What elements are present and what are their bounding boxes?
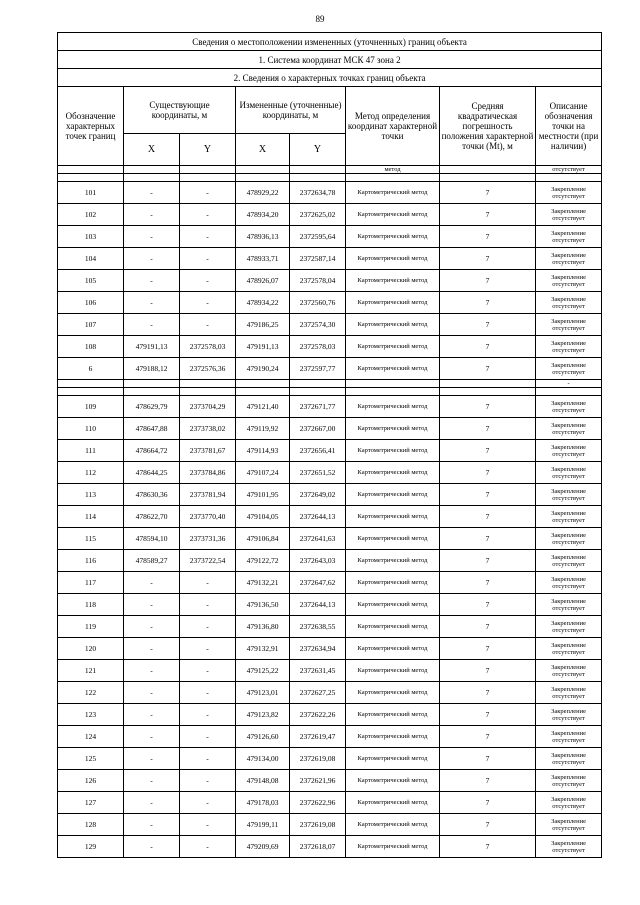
existing-x: - [124, 182, 180, 204]
separator-row [58, 380, 602, 388]
method: Картометрический метод [346, 792, 440, 814]
changed-x: 479125,22 [236, 660, 290, 682]
precision: 7 [440, 748, 536, 770]
description: Закрепление отсутствует [536, 748, 602, 770]
changed-y: 2372638,55 [290, 616, 346, 638]
changed-x: 479123,82 [236, 704, 290, 726]
existing-x: 478647,88 [124, 418, 180, 440]
table-row [58, 182, 602, 204]
point-id: 115 [58, 528, 124, 550]
method: Картометрический метод [346, 418, 440, 440]
changed-x: 479186,25 [236, 314, 290, 336]
existing-y: - [180, 292, 236, 314]
changed-y: 2372625,02 [290, 204, 346, 226]
point-id: 127 [58, 792, 124, 814]
existing-y: - [180, 638, 236, 660]
precision: 7 [440, 792, 536, 814]
existing-x: - [124, 704, 180, 726]
changed-x: 479107,24 [236, 462, 290, 484]
changed-y: 2372622,26 [290, 704, 346, 726]
changed-x: 479123,01 [236, 682, 290, 704]
point-id: 6 [58, 358, 124, 380]
precision: 7 [440, 314, 536, 336]
description: Закрепление отсутствует [536, 836, 602, 858]
point-id: 108 [58, 336, 124, 358]
precision: 7 [440, 638, 536, 660]
precision: 7 [440, 770, 536, 792]
changed-x: 479209,69 [236, 836, 290, 858]
method: Картометрический метод [346, 682, 440, 704]
description: Закрепление отсутствует [536, 792, 602, 814]
method: Картометрический метод [346, 226, 440, 248]
description: Закрепление отсутствует [536, 814, 602, 836]
precision: 7 [440, 358, 536, 380]
method: Картометрический метод [346, 358, 440, 380]
point-id: 106 [58, 292, 124, 314]
description: Закрепление отсутствует [536, 440, 602, 462]
changed-x: 479191,13 [236, 336, 290, 358]
point-id: 125 [58, 748, 124, 770]
col-existing-x: X [124, 134, 180, 166]
method: Картометрический метод [346, 704, 440, 726]
point-id: 114 [58, 506, 124, 528]
existing-y: - [180, 682, 236, 704]
existing-x: - [124, 836, 180, 858]
existing-y: - [180, 792, 236, 814]
point-id: 104 [58, 248, 124, 270]
existing-x: 478629,79 [124, 396, 180, 418]
method: Картометрический метод [346, 182, 440, 204]
point-id: 112 [58, 462, 124, 484]
point-id: 111 [58, 440, 124, 462]
precision: 7 [440, 248, 536, 270]
existing-x: - [124, 270, 180, 292]
changed-x: 479132,91 [236, 638, 290, 660]
changed-x: 479148,08 [236, 770, 290, 792]
precision: 7 [440, 528, 536, 550]
precision: 7 [440, 204, 536, 226]
table-row [58, 638, 602, 660]
existing-x: - [124, 204, 180, 226]
col-existing-y: Y [180, 134, 236, 166]
method: Картометрический метод [346, 836, 440, 858]
changed-x: 479136,50 [236, 594, 290, 616]
method: Картометрический метод [346, 484, 440, 506]
method-fragment: метод [346, 166, 440, 174]
existing-y: - [180, 248, 236, 270]
existing-y: 2373781,94 [180, 484, 236, 506]
existing-x: - [124, 638, 180, 660]
method: Картометрический метод [346, 814, 440, 836]
existing-y: - [180, 660, 236, 682]
table-row [58, 484, 602, 506]
existing-y: - [180, 616, 236, 638]
col-changed: Измененные (уточненные) координаты, м [236, 87, 346, 134]
changed-y: 2372618,07 [290, 836, 346, 858]
point-id: 110 [58, 418, 124, 440]
point-id: 119 [58, 616, 124, 638]
point-id: 129 [58, 836, 124, 858]
point-id: 126 [58, 770, 124, 792]
description: Закрепление отсутствует [536, 770, 602, 792]
changed-x: 479199,11 [236, 814, 290, 836]
changed-x: 479190,24 [236, 358, 290, 380]
method: Картометрический метод [346, 462, 440, 484]
existing-x: - [124, 792, 180, 814]
existing-y: 2373781,67 [180, 440, 236, 462]
table-row [58, 336, 602, 358]
existing-y: - [180, 572, 236, 594]
existing-x: - [124, 660, 180, 682]
existing-y: - [180, 748, 236, 770]
description: Закрепление отсутствует [536, 248, 602, 270]
changed-y: 2372634,94 [290, 638, 346, 660]
description-fragment: отсутствует [536, 166, 602, 174]
method: Картометрический метод [346, 336, 440, 358]
changed-x: 479178,03 [236, 792, 290, 814]
changed-y: 2372667,00 [290, 418, 346, 440]
col-description: Описание обозначения точки на местности (при наличии) [536, 87, 602, 166]
existing-y: 2372578,03 [180, 336, 236, 358]
table-row [58, 396, 602, 418]
existing-x: - [124, 770, 180, 792]
point-id: 124 [58, 726, 124, 748]
existing-x: - [124, 292, 180, 314]
description: Закрепление отсутствует [536, 660, 602, 682]
existing-y: 2373738,02 [180, 418, 236, 440]
precision: 7 [440, 396, 536, 418]
existing-y: - [180, 314, 236, 336]
changed-y: 2372643,03 [290, 550, 346, 572]
precision: 7 [440, 682, 536, 704]
changed-x: 479134,00 [236, 748, 290, 770]
col-changed-y: Y [290, 134, 346, 166]
changed-y: 2372578,03 [290, 336, 346, 358]
existing-x: 478664,72 [124, 440, 180, 462]
table-row [58, 528, 602, 550]
existing-x: 478589,27 [124, 550, 180, 572]
method: Картометрический метод [346, 204, 440, 226]
changed-y: 2372671,77 [290, 396, 346, 418]
point-id: 105 [58, 270, 124, 292]
precision: 7 [440, 660, 536, 682]
table-row [58, 792, 602, 814]
existing-x: - [124, 814, 180, 836]
description: Закрепление отсутствует [536, 682, 602, 704]
existing-x: - [124, 748, 180, 770]
description: Закрепление отсутствует [536, 704, 602, 726]
method: Картометрический метод [346, 440, 440, 462]
section-title: 2. Сведения о характерных точках границ объекта [58, 69, 602, 87]
changed-x: 478934,20 [236, 204, 290, 226]
changed-y: 2372595,64 [290, 226, 346, 248]
point-id: 116 [58, 550, 124, 572]
table-title: Сведения о местоположении измененных (уточненных) границ объекта [58, 33, 602, 51]
table-row [58, 814, 602, 836]
changed-y: 2372634,78 [290, 182, 346, 204]
description: Закрепление отсутствует [536, 336, 602, 358]
method: Картометрический метод [346, 292, 440, 314]
method: Картометрический метод [346, 572, 440, 594]
description: Закрепление отсутствует [536, 594, 602, 616]
point-id: 118 [58, 594, 124, 616]
changed-x: 479136,80 [236, 616, 290, 638]
existing-y: 2373784,86 [180, 462, 236, 484]
existing-y: 2373704,29 [180, 396, 236, 418]
existing-y: - [180, 594, 236, 616]
method: Картометрический метод [346, 594, 440, 616]
continuation-row [58, 166, 602, 174]
method: Картометрический метод [346, 248, 440, 270]
existing-x: - [124, 572, 180, 594]
col-method: Метод определения координат характерной точки [346, 87, 440, 166]
col-precision: Средняя квадратическая погрешность положения характерной точки (Mt), м [440, 87, 536, 166]
point-id: 128 [58, 814, 124, 836]
existing-y: - [180, 226, 236, 248]
description: Закрепление отсутствует [536, 314, 602, 336]
changed-x: 479121,40 [236, 396, 290, 418]
changed-y: 2372574,30 [290, 314, 346, 336]
table-row [58, 270, 602, 292]
changed-y: 2372597,77 [290, 358, 346, 380]
separator-description: - [536, 380, 602, 388]
table-row [58, 836, 602, 858]
changed-y: 2372619,08 [290, 748, 346, 770]
existing-x: - [124, 682, 180, 704]
method: Картометрический метод [346, 528, 440, 550]
point-id: 120 [58, 638, 124, 660]
changed-x: 479101,95 [236, 484, 290, 506]
existing-x: 478630,36 [124, 484, 180, 506]
changed-x: 479126,60 [236, 726, 290, 748]
coordinates-table [57, 32, 602, 858]
description: Закрепление отсутствует [536, 616, 602, 638]
existing-x: - [124, 616, 180, 638]
changed-y: 2372644,13 [290, 506, 346, 528]
existing-x: 479188,12 [124, 358, 180, 380]
existing-y: - [180, 270, 236, 292]
method: Картометрический метод [346, 748, 440, 770]
method: Картометрический метод [346, 770, 440, 792]
precision: 7 [440, 572, 536, 594]
description: Закрепление отсутствует [536, 270, 602, 292]
table-row [58, 248, 602, 270]
existing-x: 479191,13 [124, 336, 180, 358]
precision: 7 [440, 270, 536, 292]
precision: 7 [440, 506, 536, 528]
precision: 7 [440, 550, 536, 572]
precision: 7 [440, 292, 536, 314]
description: Закрепление отсутствует [536, 418, 602, 440]
table-row [58, 770, 602, 792]
existing-y: 2372576,36 [180, 358, 236, 380]
description: Закрепление отсутствует [536, 182, 602, 204]
changed-x: 479106,84 [236, 528, 290, 550]
table-row [58, 704, 602, 726]
table-row [58, 462, 602, 484]
description: Закрепление отсутствует [536, 462, 602, 484]
existing-y: - [180, 182, 236, 204]
changed-y: 2372647,62 [290, 572, 346, 594]
table-row [58, 550, 602, 572]
point-id: 107 [58, 314, 124, 336]
description: Закрепление отсутствует [536, 204, 602, 226]
changed-x: 478934,22 [236, 292, 290, 314]
table-row [58, 726, 602, 748]
changed-y: 2372649,02 [290, 484, 346, 506]
existing-y: - [180, 770, 236, 792]
table-row [58, 358, 602, 380]
method: Картометрический метод [346, 550, 440, 572]
changed-x: 478929,22 [236, 182, 290, 204]
changed-x: 479119,92 [236, 418, 290, 440]
table-row [58, 748, 602, 770]
changed-y: 2372644,13 [290, 594, 346, 616]
method: Картометрический метод [346, 726, 440, 748]
method: Картометрический метод [346, 314, 440, 336]
method: Картометрический метод [346, 396, 440, 418]
table-row [58, 292, 602, 314]
description: Закрепление отсутствует [536, 572, 602, 594]
description: Закрепление отсутствует [536, 506, 602, 528]
point-id: 117 [58, 572, 124, 594]
existing-x: - [124, 594, 180, 616]
changed-x: 479122,72 [236, 550, 290, 572]
existing-y: 2373770,40 [180, 506, 236, 528]
method: Картометрический метод [346, 270, 440, 292]
existing-y: - [180, 726, 236, 748]
coordinate-system: 1. Система координат МСК 47 зона 2 [58, 51, 602, 69]
changed-y: 2372578,04 [290, 270, 346, 292]
description: Закрепление отсутствует [536, 484, 602, 506]
changed-y: 2372631,45 [290, 660, 346, 682]
col-point: Обозначение характерных точек границ [58, 87, 124, 166]
precision: 7 [440, 704, 536, 726]
existing-y: - [180, 836, 236, 858]
table-row [58, 660, 602, 682]
description: Закрепление отсутствует [536, 358, 602, 380]
changed-y: 2372651,52 [290, 462, 346, 484]
changed-y: 2372587,14 [290, 248, 346, 270]
existing-x: - [124, 248, 180, 270]
description: Закрепление отсутствует [536, 528, 602, 550]
table-row [58, 314, 602, 336]
method: Картометрический метод [346, 638, 440, 660]
table-row [58, 594, 602, 616]
precision: 7 [440, 418, 536, 440]
existing-y: - [180, 814, 236, 836]
method: Картометрический метод [346, 660, 440, 682]
existing-y: 2373722,54 [180, 550, 236, 572]
point-id: 109 [58, 396, 124, 418]
point-id: 101 [58, 182, 124, 204]
existing-y: - [180, 204, 236, 226]
changed-y: 2372619,08 [290, 814, 346, 836]
precision: 7 [440, 484, 536, 506]
changed-y: 2372622,96 [290, 792, 346, 814]
changed-y: 2372619,47 [290, 726, 346, 748]
table-row [58, 204, 602, 226]
existing-x: 478594,10 [124, 528, 180, 550]
changed-y: 2372641,63 [290, 528, 346, 550]
point-id: 121 [58, 660, 124, 682]
description: Закрепление отсутствует [536, 726, 602, 748]
existing-x: - [124, 314, 180, 336]
description: Закрепление отсутствует [536, 292, 602, 314]
existing-y: - [180, 704, 236, 726]
existing-x: - [124, 726, 180, 748]
spacer-row [58, 174, 602, 182]
changed-x: 478926,07 [236, 270, 290, 292]
point-id: 123 [58, 704, 124, 726]
precision: 7 [440, 336, 536, 358]
description: Закрепление отсутствует [536, 396, 602, 418]
point-id: 122 [58, 682, 124, 704]
method: Картометрический метод [346, 616, 440, 638]
spacer-row [58, 388, 602, 396]
table-row [58, 682, 602, 704]
table-row [58, 226, 602, 248]
table-row [58, 440, 602, 462]
precision: 7 [440, 616, 536, 638]
existing-x: 478644,25 [124, 462, 180, 484]
method: Картометрический метод [346, 506, 440, 528]
precision: 7 [440, 226, 536, 248]
point-id: 102 [58, 204, 124, 226]
existing-x: - [124, 226, 180, 248]
table-row [58, 616, 602, 638]
precision: 7 [440, 726, 536, 748]
precision: 7 [440, 440, 536, 462]
page-number: 89 [315, 14, 325, 24]
existing-x: 478622,70 [124, 506, 180, 528]
table-row [58, 506, 602, 528]
precision: 7 [440, 814, 536, 836]
precision: 7 [440, 462, 536, 484]
table-row [58, 418, 602, 440]
changed-x: 479104,05 [236, 506, 290, 528]
changed-y: 2372621,96 [290, 770, 346, 792]
changed-x: 479114,93 [236, 440, 290, 462]
precision: 7 [440, 182, 536, 204]
changed-x: 479132,21 [236, 572, 290, 594]
col-existing: Существующие координаты, м [124, 87, 236, 134]
col-changed-x: X [236, 134, 290, 166]
precision: 7 [440, 594, 536, 616]
changed-y: 2372656,41 [290, 440, 346, 462]
table-row [58, 572, 602, 594]
changed-x: 478936,13 [236, 226, 290, 248]
precision: 7 [440, 836, 536, 858]
description: Закрепление отсутствует [536, 638, 602, 660]
description: Закрепление отсутствует [536, 226, 602, 248]
changed-y: 2372627,25 [290, 682, 346, 704]
changed-x: 478933,71 [236, 248, 290, 270]
point-id: 103 [58, 226, 124, 248]
point-id: 113 [58, 484, 124, 506]
existing-y: 2373731,36 [180, 528, 236, 550]
changed-y: 2372560,76 [290, 292, 346, 314]
description: Закрепление отсутствует [536, 550, 602, 572]
